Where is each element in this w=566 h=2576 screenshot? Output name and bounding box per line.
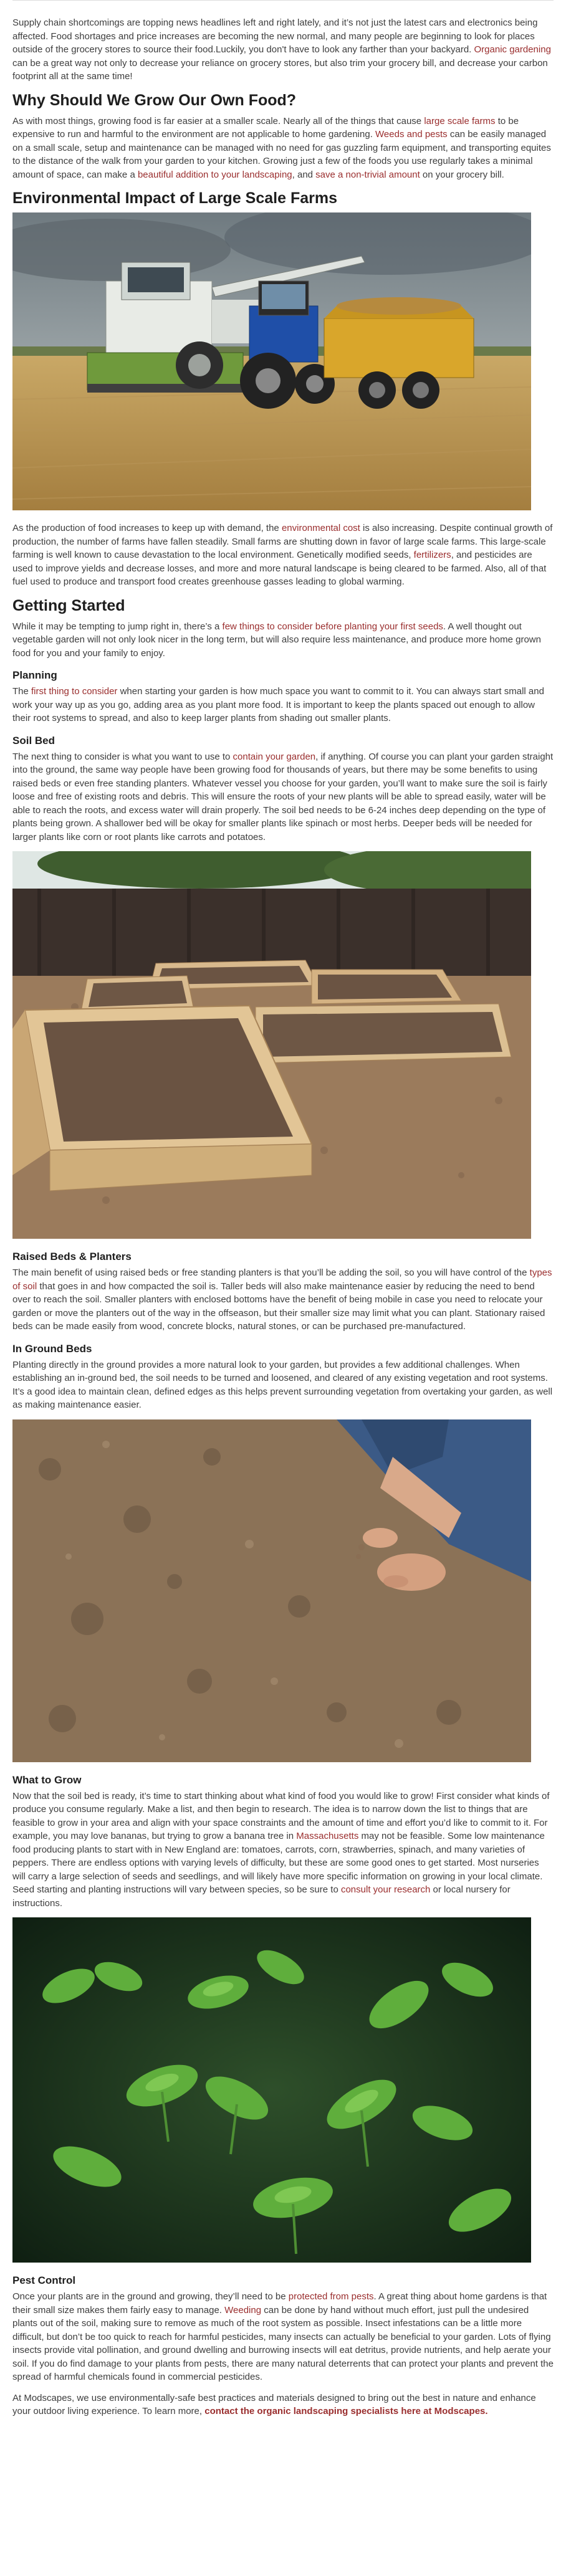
in-ground-beds-heading: In Ground Beds <box>12 1342 92 1355</box>
fertilizers-link[interactable]: fertilizers <box>413 550 451 560</box>
intro-paragraph: Supply chain shortcomings are topping news headlines left and right lately, and it’s not just the latest cars and electronics being affected. Food shortages and price increases are becoming the new normal, and many people are beginning to look for places outside of the grocery stores to source their food.Luckily, you don't have to look any farther than your backyard. Organic gardening can be a great way not only to decrease your reliance on grocery stores, but also trim your grocery bill, and decrease your carbon footprint all at the same time! <box>12 17 551 82</box>
article <box>12 0 554 2418</box>
raised-beds-image <box>12 851 531 1239</box>
contact-specialists-link[interactable]: contact the organic landscaping specialists here at Modscapes. <box>204 2406 488 2416</box>
pest-control-heading: Pest Control <box>12 2274 76 2286</box>
why-heading: Why Should We Grow Our Own Food? <box>12 91 297 109</box>
planting-hands-image <box>12 1419 531 1762</box>
things-to-consider-link[interactable]: few things to consider before planting your first seeds <box>222 621 443 632</box>
why-paragraph: As with most things, growing food is far easier at a smaller scale. Nearly all of the things that cause large scale farms to be expensive to run and harmful to the environment are not applicable to home gardening. Weeds and pests can be easily managed on a small scale, setup and maintenance can be managed with no need for gas guzzling farm equipment, and transporting equites to the distance of the walk from your garden to your kitchen. Growing just a few of the foods you use regularly takes a minimal amount of space, can make a beautiful addition to your landscaping, and save a non-trivial amount on your grocery bill. <box>12 115 551 180</box>
consult-research-link[interactable]: consult your research <box>340 1884 431 1895</box>
what-to-grow-heading: What to Grow <box>12 1773 82 1786</box>
in-ground-beds-paragraph: Planting directly in the ground provides a more natural look to your garden, but provides a few additional challenges. When establishing an in-ground bed, the soil needs to be turned and loosened, and cleared of any existing vegetation and root systems. It’s a good idea to maintain clean, defined edges as this helps prevent surrounding vegetation from overtaking your garden, as well as making maintenance easier. <box>12 1359 553 1410</box>
raised-beds-paragraph: The main benefit of using raised beds or free standing planters is that you’ll be adding the soil, so you will have control of the types of soil that goes in and how compacted the soil is. Taller beds will also make maintenance easier by reducing the need to bend over to reach the soil. Smaller planters with enclosed bottoms have the benefit of being mobile in case you need to relocate your garden or move the planters out of the way in the offseason, but their smaller size may limit what you can plant. Stationary raised beds can be made easily from wood, concrete blocks, natural stones, or can be purchased pre-manufactured. <box>12 1267 552 1332</box>
save-amount-link[interactable]: save a non-trivial amount <box>315 169 420 180</box>
pest-control-paragraph: Once your plants are in the ground and growing, they’ll need to be protected from pests. A great thing about home gardens is that their small size makes them fairly easy to manage. Weeding can be done by hand without much effort, just pull the undesired plants out of the soil, making sure to remove as much of the root system as possible. Insect infestations can be a little more difficult, but don’t be too quick to reach for harmful pesticides, many insects can actually be beneficial to your garden. Lots of flying insects provide vital pollination, and ground dwelling and burrowing insects will eat detritus, provide nutrients, and help aerate your soil. If you do find damage to your plants from pests, there are many natural deterrents that can protect your plants and prevent the spread of harmful chemicals found in commercial pesticides. <box>12 2291 554 2382</box>
weeding-link[interactable]: Weeding <box>224 2304 262 2316</box>
large-scale-farms-link[interactable]: large scale farms <box>424 115 496 126</box>
planning-heading: Planning <box>12 669 57 681</box>
contain-garden-link[interactable]: contain your garden <box>233 751 316 762</box>
soil-bed-paragraph: The next thing to consider is what you want to use to contain your garden, if anything. Of course you can plant your garden straight into the ground, the same way people have been growing food for thousands of years, but there may be some benefits to using raised beds or even free standing planters. Whatever vessel you choose for your garden, you’ll want to make sure the soil is fairly loose and free of existing roots and debris. This will ensure the roots of your new plants will be able to spread easily, water will be able to reach the roots, and excess water will drain properly. The soil bed needs to be 6-24 inches deep depending on the type of plants being grown. A shallower bed will be okay for smaller plants like spinach or most herbs. Deeper beds will be needed for larger plants like corn or root plants like carrots and potatoes. <box>12 751 554 842</box>
outro-paragraph: At Modscapes, we use environmentally-safe best practices and materials designed to bring out the best in nature and enhance your outdoor living experience. To learn more, contact the organic landscaping specialists here at Modscapes. <box>12 2392 536 2416</box>
protected-from-pests-link[interactable]: protected from pests <box>288 2291 374 2302</box>
getting-started-heading: Getting Started <box>12 596 125 614</box>
massachusetts-link[interactable]: Massachusetts <box>296 1831 359 1841</box>
impact-paragraph: As the production of food increases to keep up with demand, the environmental cost is also increasing. Despite continual growth of production, the number of farms have fallen steadily. Small farms are shutting down in favor of large scale farms. This large-scale farming is well known to cause devastation to the local environment. Genetically modified seeds, fertilizers, and pesticides are used to improve yields and decrease losses, and more and more natural landscape is being cleared to be farmed. Also, all of that fuel used to produce and transport food creates greenhouse gasses leading to global warming. <box>12 523 553 587</box>
weeds-and-pests-link[interactable]: Weeds and pests <box>375 129 448 140</box>
impact-heading: Environmental Impact of Large Scale Farms <box>12 189 337 207</box>
combine-harvester-image <box>12 212 531 510</box>
raised-beds-heading: Raised Beds & Planters <box>12 1251 132 1262</box>
top-divider <box>12 0 554 1</box>
seedlings-image <box>12 1917 531 2263</box>
landscaping-link[interactable]: beautiful addition to your landscaping <box>137 169 292 180</box>
environmental-cost-link[interactable]: environmental cost <box>281 523 360 533</box>
what-to-grow-paragraph: Now that the soil bed is ready, it’s time to start thinking about what kind of food you would like to grow! First consider what kinds of produce you consume regularly. Make a list, and then begin to research. The idea is to narrow down the list to things that are feasible to grow in your area and align with your space constraints and the amount of time and effort you’d like to commit to it. For example, you may love bananas, but trying to grow a banana tree in Massachusetts may not be feasible. Some low maintenance food producing plants to start with in New England are: tomatoes, carrots, corn, strawberries, spinach, and many varieties of peppers. There are endless options with varying levels of difficulty, but these are some good ones to get started. Most nurseries will carry a large selection of seeds and seedlings, and will likely have more specific information on growing in your local climate. Seed starting and planting instructions will vary between species, so be sure to consult your research or local nursery for instructions. <box>12 1790 550 1909</box>
first-thing-link[interactable]: first thing to consider <box>31 686 118 697</box>
organic-gardening-link[interactable]: Organic gardening <box>474 44 551 55</box>
types-of-soil-link[interactable]: types of soil <box>12 1267 552 1292</box>
getting-started-paragraph: While it may be tempting to jump right in, there’s a few things to consider before planting your first seeds. A well thought out vegetable garden will not only look nicer in the long term, but will also require less maintenance, and produce more home grown food for you and your family to enjoy. <box>12 621 541 659</box>
planning-paragraph: The first thing to consider when starting your garden is how much space you want to commit to it. You can always start small and work your way up as you go, adding area as you plant more food. It is important to keep the plants spaced out enough to allow their root systems to spread, and also to keep larger plants from shading out smaller plants. <box>12 686 544 723</box>
soil-bed-heading: Soil Bed <box>12 734 55 747</box>
